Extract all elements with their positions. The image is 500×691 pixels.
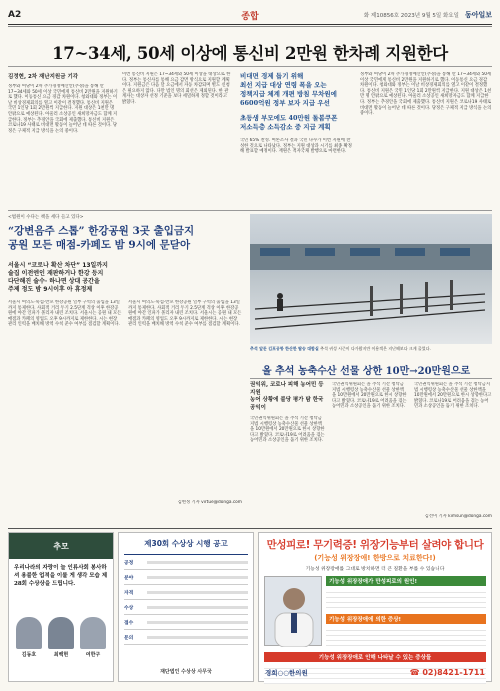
chuseok-body-1: 국민권익위원회는 올 추석 기간 청탁금지법 시행령상 농축수산물 선물 상한액을 10만원에서 20만원으로 한시 상향한다고 밝혔다. 코로나19로 어려움을 겪는 농어민과 소상공인을 돕기 위한 조치다. — [250, 416, 325, 444]
article1-body-b: 이번 통신비 지원은 17~34세와 50세 이상을 대상으로 한다. 정부는 통신사를 통해 요금 감면 방식으로 지원할 계획이다. 지원금은 다음 달 요금에서 자동 차감되며 별도 신청은 필요하지 않다. 다만 법인 명의 회선은 제외된다. 한 관계자는 대상자 선정 기준을 보다 세밀하게 정할 것이라고 밝혔다. — [122, 72, 231, 105]
article1-col3 — [240, 72, 352, 198]
article1-byline: 김정현, 2차 재난지원금 기각 — [8, 74, 79, 80]
chuseok-body-2: 국민권익위원회는 올 추석 기간 청탁금지법 시행령상 농축수산물 선물 상한액을 10만원에서 20만원으로 한시 상향한다고 밝혔다. 코로나19로 어려움을 겪는 농어민과 소상공인을 돕기 위한 조치다. — [332, 382, 407, 410]
award-notice-footer: 재단법인 수상상 사무국 — [160, 669, 212, 675]
award-notice-ad — [118, 532, 254, 682]
hanriver-byline: 김현정 기자 virtue@donga.com — [177, 500, 242, 505]
chuseok-rule — [250, 378, 492, 379]
brand-logo: 동아일보 — [464, 11, 492, 19]
hanriver-body-col2: 서울시 여의도·뚝섬·반포 한강공원 일부 구역의 출입을 13일까지 통제한다. 사회적 거리 두기 2.5단계 격상 이후 한강공원에 야간 인파가 몰리자 내린 조치다. 서울시는 공원 내 모든 매점과 카페의 영업도 오후 9시까지로 제한한다. 시는 현장 관리 인력을 배치해 방역 수칙 준수 여부를 점검할 계획이다. — [128, 300, 242, 328]
chuseok-title: 올 추석 농축수산 선물 상한 10만→20만원으로 — [262, 366, 471, 377]
section-name: 종합 — [241, 11, 259, 22]
clinic-phone: ☎ 02)8421-1711 — [409, 668, 485, 677]
clinic-ad-headline: 만성피로! 무기력증! 위장기능부터 살려야 합니다 — [266, 539, 484, 551]
article1-subhead-1: 비대면 경제 돕기 위해 최선 지급 대상 연령 폭을 오는 정책지급 체계 개편 방침 무차원에 6600억원 정부 보자 지급 우선 — [240, 72, 337, 107]
headline-rule — [8, 66, 492, 67]
person-card-1 — [16, 617, 42, 658]
page-number: A2 — [8, 10, 22, 20]
person-name: 최백현 — [53, 652, 69, 658]
person-card-2 — [48, 617, 74, 658]
chuseok-col1 — [250, 382, 326, 526]
clinic-name: 경희○○한의원 — [265, 669, 308, 677]
notice-row: 수상 — [124, 600, 248, 615]
header-rule — [8, 24, 492, 25]
airport-caption — [250, 346, 492, 351]
clinic-ad-subheadline: (기능성 위장장애! 한방으로 치료한다!) — [314, 554, 436, 562]
notice-row: 자격 — [124, 585, 248, 600]
chuseok-body-3: 국민권익위원회는 올 추석 기간 청탁금지법 시행령상 농축수산물 선물 상한액을 10만원에서 20만원으로 한시 상향한다고 밝혔다. 코로나19로 어려움을 겪는 농어민과 소상공인을 돕기 위한 조치다. — [414, 382, 492, 410]
clinic-section-1: 기능성 위장장애가 만성피로의 원인! — [326, 576, 486, 586]
memorial-ad-headline: 우리나라의 자랑이 늘 인류사회 봉사하셔 용불한 업적을 이룰 게 생각 모습 제28회 수상상을 드립니다. — [14, 565, 108, 587]
airport-caption-text: 추석 귀성 시즌이 다가왔지만 이용객은 지난해보다 크게 줄었다. — [320, 346, 431, 351]
article1-subhead-2: 초등생 부모에도 40만원 돌봄쿠폰 저소득층 소득감소 중 지급 계획 — [240, 114, 338, 131]
clinic-footer-title: 기능성 위장장애로 인해 나타날 수 있는 증상들 — [264, 652, 486, 662]
notice-row: 접수 — [124, 615, 248, 630]
airport-caption-title: 추석 앞둔 김포공항 한산한 탑승 대합실 — [250, 346, 319, 351]
notice-row: 공정 — [124, 555, 248, 570]
header-rule-thin — [8, 26, 492, 27]
doctor-photo — [264, 576, 322, 646]
chuseok-col3 — [414, 382, 492, 520]
clinic-section-2: 기능성 위장장애에 의한 증상! — [326, 614, 486, 624]
clinic-ad-sub: 기능성 위장장애를 그대로 방치하면 더 큰 질환을 부를 수 있습니다 — [305, 567, 445, 572]
clinic-ad — [258, 532, 492, 682]
hanriver-body-col1: 서울시 여의도·뚝섬·반포 한강공원 일부 구역의 출입을 13일까지 통제한다. 사회적 거리 두기 2.5단계 격상 이후 한강공원에 야간 인파가 몰리자 내린 조치다. 서울시는 공원 내 모든 매점과 카페의 영업도 오후 9시까지로 제한한다. 시는 현장 관리 인력을 배치해 방역 수칙 준수 여부를 점검할 계획이다. — [8, 300, 122, 328]
person-name: 김동호 — [21, 652, 37, 658]
person-photo-icon — [80, 617, 106, 649]
person-name: 여한구 — [85, 652, 101, 658]
hanriver-article — [8, 214, 242, 506]
chuseok-byline: 김선미 기자 kimsun@donga.com — [424, 514, 492, 519]
chuseok-lead: 권익위, 코로나 피해 농어민 등 지원 농어 상황에 불당 평가 탐 한국 공익이 — [250, 382, 324, 411]
memorial-ad-badge: 추모 — [53, 541, 69, 551]
award-notice-title: 제30회 수상상 시행 공고 — [144, 539, 228, 548]
article1-col4 — [360, 72, 492, 202]
ad-rule — [8, 528, 492, 529]
article1-body-a: 정부와 여당이 2차 추가경정예산안(추경)을 통해 만 17~34세와 50세 이상 국민에게 통신비 2만원을 지원하기로 했다. 이동통신 요금 경감 차원이다. 청와대와 정부는 이날 비상경제회의를 열고 이같이 결정했다. 통신비 지원은 국민 1인당 1회 2만원씩 지급한다. 지원 대상은 1천만 명 안팎으로 예상된다. 아울러 소상공인 새희망자금도 함께 지급한다. 정부는 추경안을 국회에 제출했다. 통신비 지원은 코로나19 사태로 비대면 활동이 늘어난 데 따른 것이다. 당정은 구체적 지급 방식을 논의 중이다. — [8, 84, 118, 134]
person-card-3 — [80, 617, 106, 658]
hanriver-lead: 서울시 “코로나 확산 차단” 13일까지 술집 이전엔인 재판하거나 한강 등지 다단해진 술수· 하나면 상대 공간을 주제 정도 밤 9시이후 아 휴정제 — [8, 262, 108, 293]
memorial-ad — [8, 532, 114, 682]
person-photo-icon — [48, 617, 74, 649]
notice-row: 분야 — [124, 570, 248, 585]
article1-body-c: 국민 65% 찬성. 여론조사 결과 국민 다수가 이번 지원에 찬성한 것으로 나타났다. 정부는 지원 대상과 시기를 최종 확정해 발표할 예정이다. 재원은 적자국채 발행으로 마련한다. — [240, 138, 352, 155]
person-photo-icon — [16, 617, 42, 649]
airport-photo-svg — [250, 214, 492, 344]
main-headline: 17~34세, 50세 이상에 통신비 2만원 한차례 지원한다 — [52, 44, 448, 63]
hanriver-title: “강변음주 스톱” 한강공원 3곳 출입금지 공원 모든 매점-카페도 밤 9시에 문닫아 — [8, 225, 195, 251]
notice-row: 문의 — [124, 630, 248, 645]
article1-body-d: 정부와 여당이 2차 추가경정예산안(추경)을 통해 만 17~34세와 50세 이상 국민에게 통신비 2만원을 지원하기로 했다. 이동통신 요금 경감 차원이다. 청와대와 정부는 이날 비상경제회의를 열고 이같이 결정했다. 통신비 지원은 국민 1인당 1회 2만원씩 지급한다. 지원 대상은 1천만 명 안팎으로 예상된다. 아울러 소상공인 새희망자금도 함께 지급한다. 정부는 추경안을 국회에 제출했다. 통신비 지원은 코로나19 사태로 비대면 활동이 늘어난 데 따른 것이다. 당정은 구체적 지급 방식을 논의 중이다. — [360, 72, 492, 117]
airport-photo — [250, 214, 492, 344]
section-rule-1 — [8, 210, 492, 211]
issue-date: 화 제10856호 2023년 9월 5일 화요일 — [363, 13, 459, 19]
page-header — [8, 8, 492, 22]
hanriver-kicker: <법원이 수다는 책을 세다 들고 있다> — [8, 215, 84, 220]
